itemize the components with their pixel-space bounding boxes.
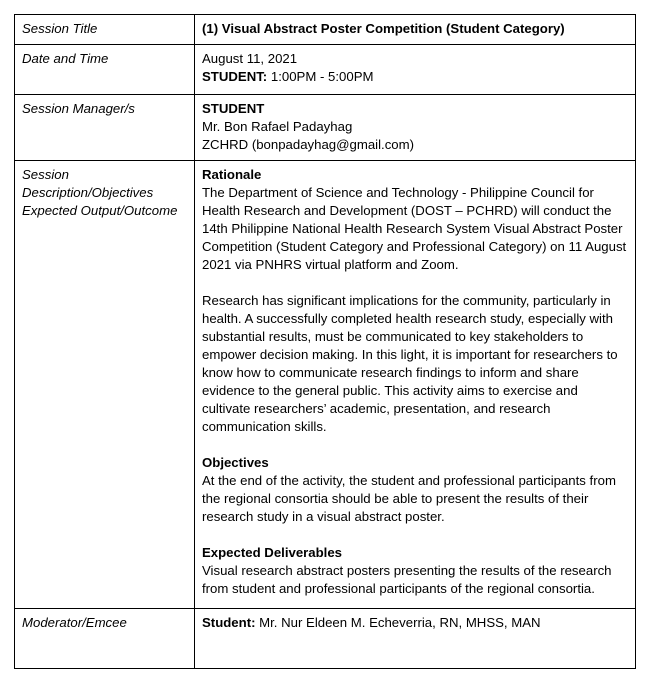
moderator-name: Mr. Nur Eldeen M. Echeverria, RN, MHSS, MAN (255, 615, 541, 630)
time-text: 1:00PM - 5:00PM (267, 69, 374, 84)
table-row (15, 45, 636, 95)
objectives-text: At the end of the activity, the student and professional participants from the regional consortia should be able to present the results of their research study in a visual abstract poster. (202, 473, 616, 524)
description-label-line: Description/Objectives (22, 185, 154, 200)
rationale-heading: Rationale (202, 167, 262, 182)
description-label (15, 161, 195, 609)
session-title-value: (1) Visual Abstract Poster Competition (Student Category) (195, 15, 636, 45)
table-row (15, 95, 636, 161)
deliverables-heading: Expected Deliverables (202, 545, 343, 560)
rationale-paragraph-1: The Department of Science and Technology - Philippine Council for Health Research and Development (DOST – PCHRD) will conduct the 14th Philippine National Health Research System Visual Abstract Poster Competition (Student Category and Professional Category) on 11 August 2021 via PNHRS virtual platform and Zoom. (202, 185, 627, 272)
table-row (15, 161, 636, 609)
description-value (195, 161, 636, 609)
description-label-line: Session (22, 167, 69, 182)
rationale-paragraph-2: Research has significant implications for the community, particularly in health. A successfully completed health research study, especially with substantial results, must be communicated to key stakeholders to empower decision making. In this light, it is important for researchers to know how to communicate research findings to inform and share evidence to the general public. This activity aims to exercise and cultivate researchers’ academic, presentation, and research communication skills. (202, 293, 618, 434)
moderator-value (195, 609, 636, 669)
objectives-heading: Objectives (202, 455, 269, 470)
session-manager-value (195, 95, 636, 161)
session-table (14, 14, 636, 669)
date-text: August 11, 2021 (202, 51, 298, 66)
description-label-line: Expected Output/Outcome (22, 203, 178, 218)
date-time-value (195, 45, 636, 95)
table-row (15, 15, 636, 45)
manager-heading: STUDENT (202, 101, 265, 116)
table-row (15, 609, 636, 669)
time-category: STUDENT: (202, 69, 268, 84)
manager-name: Mr. Bon Rafael Padayhag (202, 119, 353, 134)
deliverables-text: Visual research abstract posters presenting the results of the research from student and professional participants of the regional consortia. (202, 563, 612, 596)
moderator-label: Moderator/Emcee (15, 609, 195, 669)
session-title-label: Session Title (15, 15, 195, 45)
manager-contact: ZCHRD (bonpadayhag@gmail.com) (202, 137, 415, 152)
date-time-label: Date and Time (15, 45, 195, 95)
moderator-role: Student: (202, 615, 256, 630)
session-manager-label: Session Manager/s (15, 95, 195, 161)
time-line (202, 68, 628, 86)
